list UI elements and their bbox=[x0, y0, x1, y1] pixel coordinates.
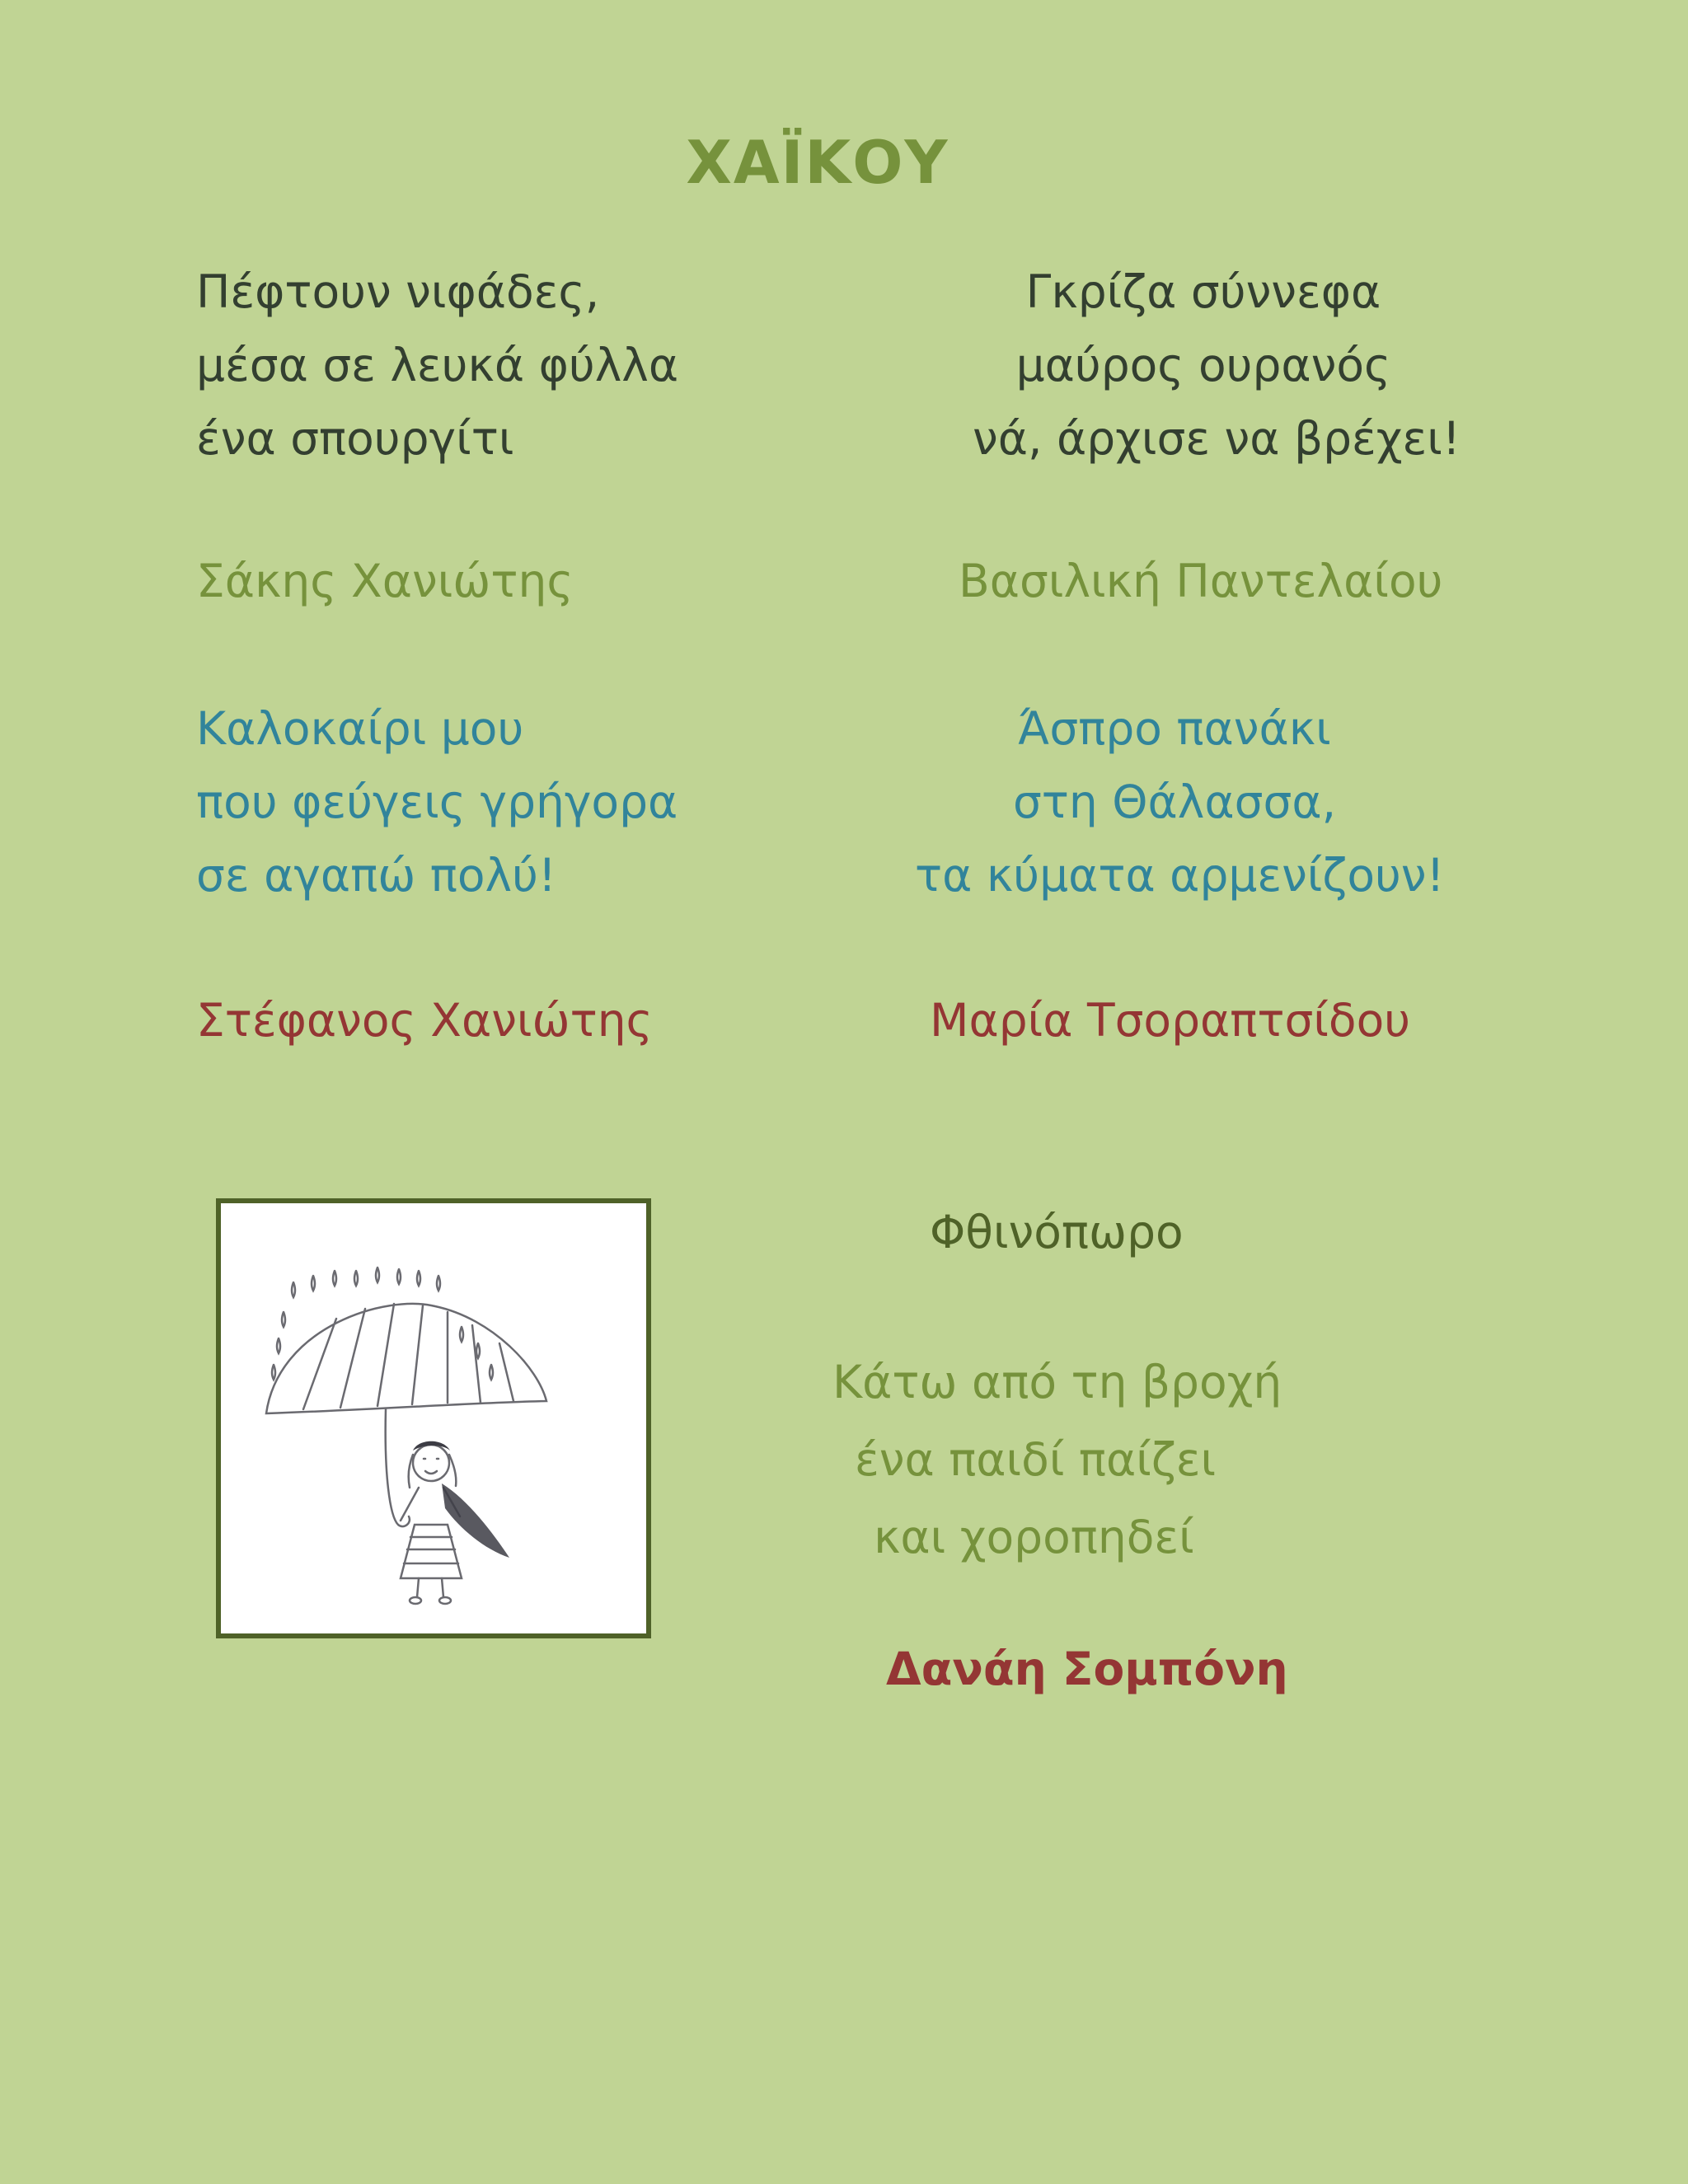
poem-line: σε αγαπώ πολύ! bbox=[196, 849, 556, 902]
poem-line: μέσα σε λευκά φύλλα bbox=[196, 339, 679, 391]
girl-umbrella-drawing bbox=[221, 1203, 646, 1633]
poem-line: ένα σπουργίτι bbox=[196, 412, 514, 465]
poem-line: τα κύματα αρμενίζουν! bbox=[915, 849, 1445, 902]
poem-white-cloth bbox=[915, 692, 1445, 912]
poem-summer bbox=[196, 692, 678, 912]
poem-line: μαύρος ουρανός bbox=[1015, 339, 1391, 391]
poem-grey-clouds bbox=[973, 255, 1461, 476]
poem-author: Δανάη Σομπόνη bbox=[886, 1643, 1288, 1695]
page-title: ΧΑΪΚΟΥ bbox=[686, 128, 950, 197]
poem-line: και χοροπηδεί bbox=[874, 1511, 1194, 1563]
poem-line: Γκρίζα σύννεφα bbox=[1025, 265, 1381, 318]
poem-author: Σάκης Χανιώτης bbox=[196, 555, 574, 607]
poem-heading: Φθινόπωρο bbox=[930, 1206, 1184, 1258]
child-drawing-illustration bbox=[216, 1198, 651, 1638]
poem-line: Άσπρο πανάκι bbox=[1018, 702, 1331, 755]
poem-line: Καλοκαίρι μου bbox=[196, 702, 524, 755]
poem-author: Στέφανος Χανιώτης bbox=[196, 994, 653, 1047]
poem-autumn bbox=[832, 1343, 1282, 1576]
poem-line: Πέφτουν νιφάδες, bbox=[196, 265, 600, 318]
poem-snowflakes bbox=[196, 255, 678, 476]
poem-author: Βασιλική Παντελαίου bbox=[959, 555, 1443, 607]
poem-line: Κάτω από τη βροχή bbox=[832, 1356, 1282, 1408]
poem-line: ένα παιδί παίζει bbox=[855, 1433, 1217, 1486]
poem-line: νά, άρχισε να βρέχει! bbox=[973, 412, 1461, 465]
poem-author: Μαρία Τσοραπτσίδου bbox=[930, 994, 1411, 1047]
poem-line: που φεύγεις γρήγορα bbox=[196, 776, 678, 828]
poem-line: στη Θάλασσα, bbox=[1012, 776, 1337, 828]
